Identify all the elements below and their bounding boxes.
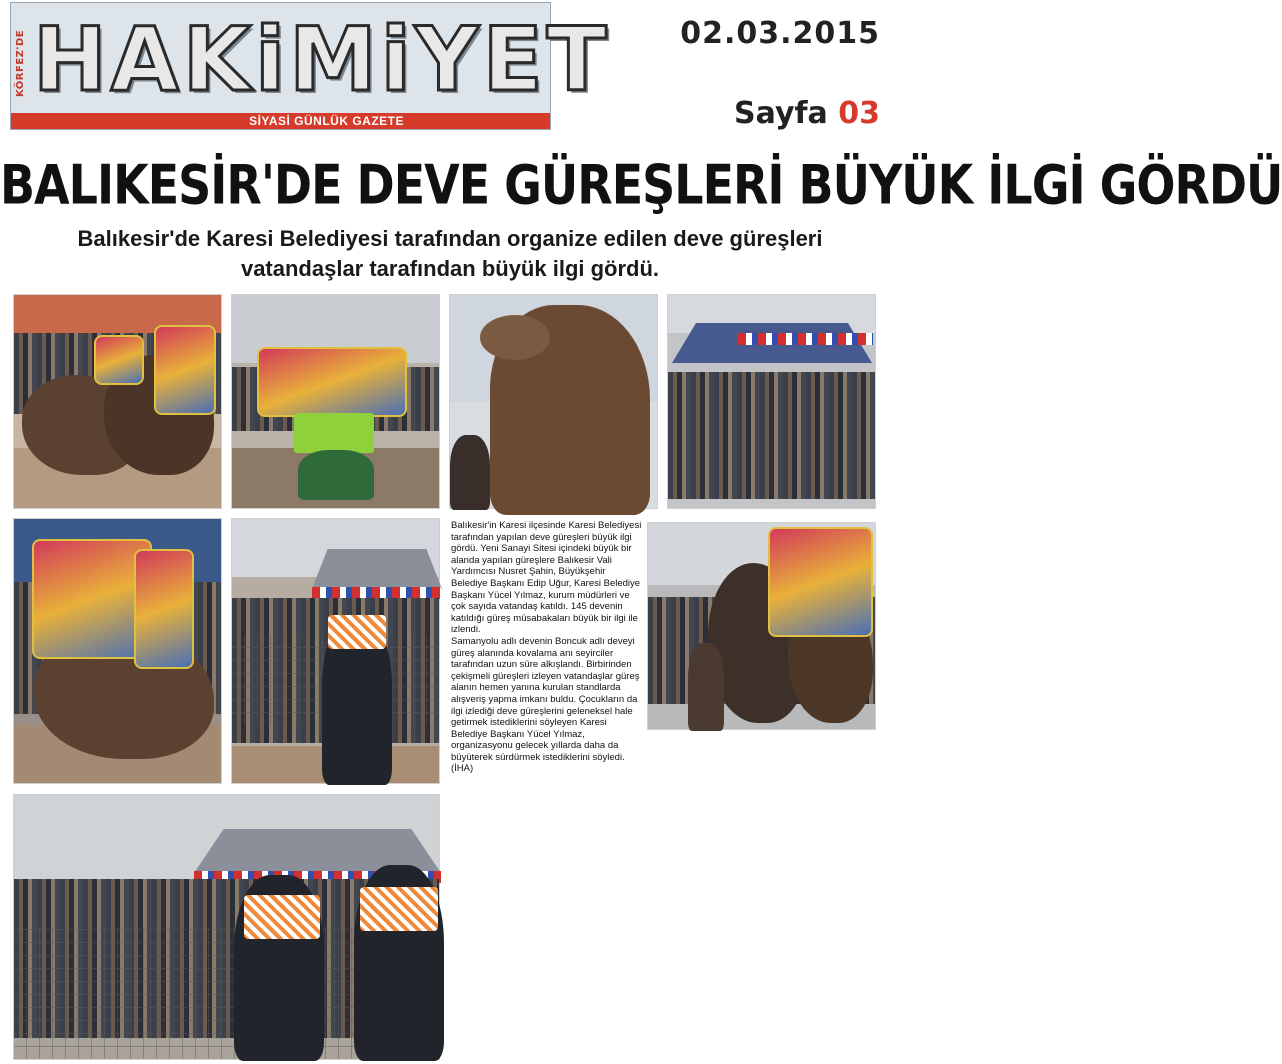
photo-camel-wrestling-1 bbox=[13, 294, 222, 509]
newspaper-tagline: SİYASİ GÜNLÜK GAZETE bbox=[249, 114, 404, 128]
newspaper-masthead bbox=[10, 2, 611, 130]
article-paragraph: Samanyolu adlı devenin Boncuk adlı deveyi güreş alanında kovalama anı seyirciler tarafından uzun süre alkışlandı. Birbirinden çekişmeli güreşleri izleyen vatandaşlar güreş alanın hemen yanına kurulan standlarda alışveriş yapma imkanı buldu. Çocukların da ilgi izlediği deve güreşlerini geleneksel hale getirmek istediklerini söyleyen Karesi Belediye Başkanı Yücel Yılmaz, organizasyonu gelecek yıllarda daha da büyüterek sürdürmek istediklerini söyledi. (İHA) bbox=[451, 635, 640, 775]
photo-crowd-stands bbox=[667, 294, 876, 509]
page-indicator bbox=[734, 96, 880, 131]
photo-camel-boncuk bbox=[13, 518, 222, 784]
photo-officials-large bbox=[13, 794, 440, 1060]
page-number: 03 bbox=[838, 96, 880, 131]
newspaper-name: HAKiMiYET bbox=[33, 8, 611, 111]
article-paragraph: Balıkesir'in Karesi ilçesinde Karesi Belediyesi tarafından yapılan deve güreşleri büyük ilgi gördü. Yeni Sanayi Sitesi içindeki büyük bir alanda yapılan güreşlere Balıkesir Vali Yardımcısı Nusret Şahin, Büyükşehir Belediye Başkanı Edip Uğur, Karesi Belediye Başkanı Yücel Yılmaz, kurum müdürleri ve çok sayıda vatandaş katıldı. 145 devenin katıldığı güreş müsabakaları büyük bir ilgi ile izlendi. bbox=[451, 520, 642, 636]
subheadline: Balıkesir'de Karesi Belediyesi tarafından organize edilen deve güreşleri vatandaşlar tarafından büyük ilgi gördü. bbox=[77, 226, 823, 281]
photo-camels-pair bbox=[647, 522, 876, 730]
masthead-side-text: KÖRFEZ'DE bbox=[15, 29, 26, 97]
headline: BALIKESİR'DE DEVE GÜREŞLERİ BÜYÜK İLGİ GÖRDÜ bbox=[0, 152, 1282, 217]
photo-camel-closeup bbox=[449, 294, 658, 509]
page-label: Sayfa bbox=[734, 96, 828, 131]
photo-camel-green-vests bbox=[231, 294, 440, 509]
issue-date: 02.03.2015 bbox=[680, 16, 880, 51]
photo-officials-with-scarf bbox=[231, 518, 440, 784]
article-body bbox=[451, 520, 643, 775]
